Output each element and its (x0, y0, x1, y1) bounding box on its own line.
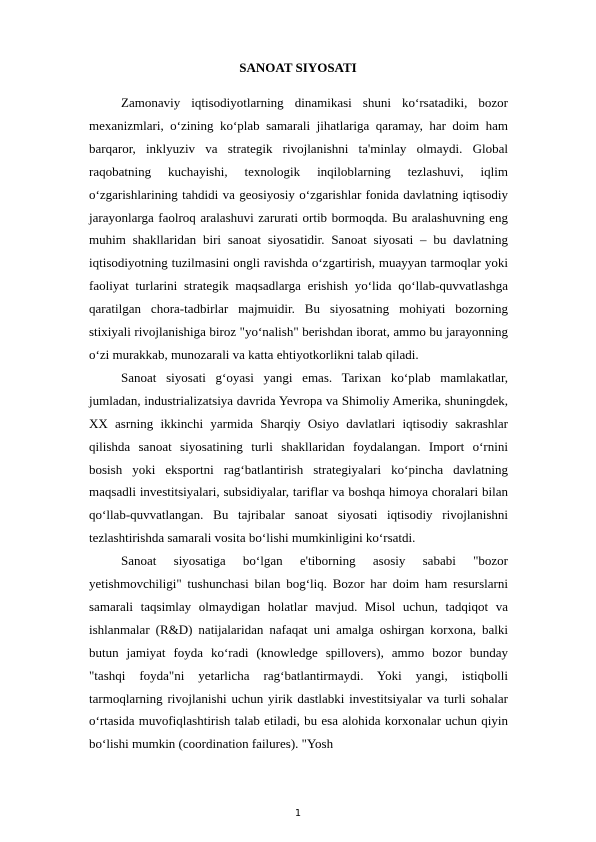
page-number: 1 (294, 808, 302, 819)
page-title: SANOAT SIYOSATI (239, 60, 357, 75)
paragraph-2: Sanoat siyosati gʻoyasi yangi emas. Tarixan koʻplab mamlakatlar, jumladan, industrializatsiya davrida Yevropa va Shimoliy Amerika, shuningdek, XX asrning ikkinchi yarmida Sharqiy Osiyo davlatlari iqtisodiy sakrashlar qilishda sanoat siyosatining turli shakllaridan foydalangan. Import oʻrnini bosish yoki eksportni ragʻbatlantirish strategiyalari koʻpincha davlatning maqsadli investitsiyalari, subsidiyalar, tariflar va boshqa himoya choralari bilan qoʻllab-quvvatlangan. Bu tajribalar sanoat siyosati iqtisodiy rivojlanishni tezlashtirishda samarali vosita boʻlishi mumkinligini koʻrsatdi. (89, 369, 508, 546)
paragraph-3: Sanoat siyosatiga boʻlgan e'tiborning asosiy sababi "bozor yetishmovchiligi" tushunchasi bilan bogʻliq. Bozor har doim ham resurslarni samarali taqsimlay olmaydigan holatlar mavjud. Misol uchun, tadqiqot va ishlanmalar (R&D) natijalaridan nafaqat uni amalga oshirgan korxona, balki butun jamiyat foyda koʻradi (knowledge spillovers), ammo bozor bunday "tashqi foyda"ni yetarlicha ragʻbatlantirmaydi. Yoki yangi, istiqbolli tarmoqlarning rivojlanishi uchun yirik dastlabki investitsiyalar va turli sohalar oʻrtasida muvofiqlashtirish talab etiladi, bu esa alohida korxonalar uchun qiyin boʻlishi mumkin (coordination failures). "Yosh (89, 553, 508, 752)
body-text (89, 92, 508, 756)
paragraph-1: Zamonaviy iqtisodiyotlarning dinamikasi shuni koʻrsatadiki, bozor mexanizmlari, oʻzining koʻplab samarali jihatlariga qaramay, har doim ham barqaror, inklyuziv va strategik rivojlanishni ta'minlay olmaydi. Global raqobatning kuchayishi, texnologik inqiloblarning tezlashuvi, iqlim oʻzgarishlarining tahdidi va geosiyosiy oʻzgarishlar fonida davlatning iqtisodiy jarayonlarga faolroq aralashuvi zarurati ortib bormoqda. Bu aralashuvning eng muhim shakllaridan biri sanoat siyosatidir. Sanoat siyosati – bu davlatning iqtisodiyotning tuzilmasini ongli ravishda oʻzgartirish, muayyan tarmoqlar yoki faoliyat turlarini strategik maqsadlarga erishish yoʻlida qoʻllab-quvvatlashga qaratilgan chora-tadbirlar majmuidir. Bu siyosatning mohiyati bozorning stixiyali rivojlanishiga biroz "yoʻnalish" berishdan iborat, ammo bu jarayonning oʻzi murakkab, munozarali va katta ehtiyotkorlikni talab qiladi. (89, 95, 508, 362)
